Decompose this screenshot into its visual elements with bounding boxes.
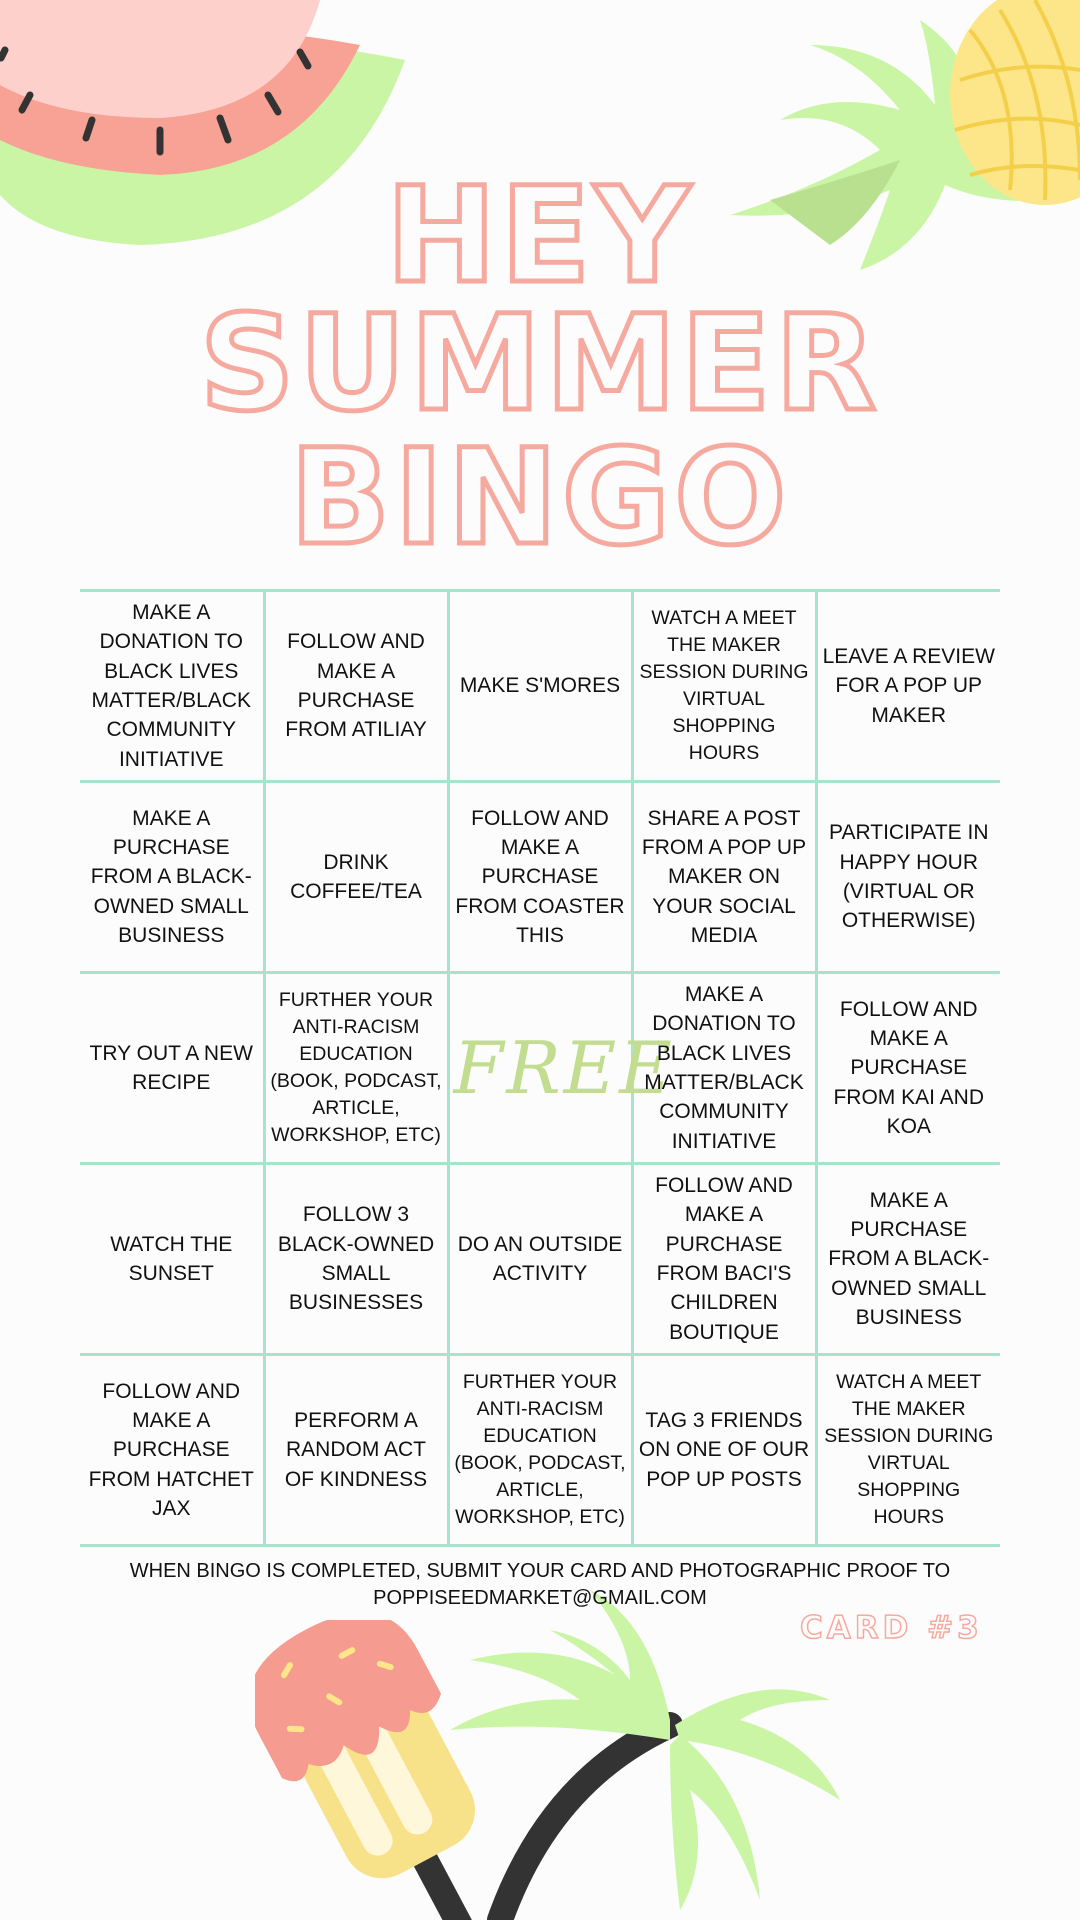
title-line-bingo: BINGO	[289, 421, 791, 575]
title-line-hey: HEY	[385, 159, 695, 313]
card-number-label: CARD #3	[800, 1610, 983, 1646]
bingo-cell: FURTHER YOUR ANTI-RACISM EDUCATION (BOOK, PODCAST, ARTICLE, WORKSHOP, ETC)	[448, 1355, 632, 1546]
title-line-summer: SUMMER	[199, 287, 881, 441]
bingo-cell: FOLLOW AND MAKE A PURCHASE FROM HATCHET JAX	[80, 1355, 264, 1546]
bingo-board	[80, 589, 1000, 1547]
bingo-cell: TAG 3 FRIENDS ON ONE OF OUR POP UP POSTS	[632, 1355, 816, 1546]
bingo-cell: FOLLOW AND MAKE A PURCHASE FROM KAI AND KOA	[816, 973, 1000, 1164]
bingo-cell: FOLLOW AND MAKE A PURCHASE FROM ATILIAY	[264, 591, 448, 782]
bingo-cell: WATCH A MEET THE MAKER SESSION DURING VIRTUAL SHOPPING HOURS	[816, 1355, 1000, 1546]
bingo-cell: FOLLOW 3 BLACK-OWNED SMALL BUSINESSES	[264, 1164, 448, 1355]
bingo-cell: PERFORM A RANDOM ACT OF KINDNESS	[264, 1355, 448, 1546]
bingo-cell: WATCH A MEET THE MAKER SESSION DURING VIRTUAL SHOPPING HOURS	[632, 591, 816, 782]
bingo-cell: WATCH THE SUNSET	[80, 1164, 264, 1355]
bingo-cell: MAKE A PURCHASE FROM A BLACK-OWNED SMALL BUSINESS	[80, 782, 264, 973]
bingo-row	[80, 782, 1000, 973]
submission-instructions	[80, 1558, 1000, 1612]
bingo-cell: FURTHER YOUR ANTI-RACISM EDUCATION (BOOK, PODCAST, ARTICLE, WORKSHOP, ETC)	[264, 973, 448, 1164]
bingo-cell: FOLLOW AND MAKE A PURCHASE FROM BACI'S CHILDREN BOUTIQUE	[632, 1164, 816, 1355]
bingo-row	[80, 1164, 1000, 1355]
bingo-cell: FOLLOW AND MAKE A PURCHASE FROM COASTER THIS	[448, 782, 632, 973]
bingo-cell: DRINK COFFEE/TEA	[264, 782, 448, 973]
bingo-cell: MAKE S'MORES	[448, 591, 632, 782]
bingo-cell: DO AN OUTSIDE ACTIVITY	[448, 1164, 632, 1355]
submission-text: WHEN BINGO IS COMPLETED, SUBMIT YOUR CARD AND PHOTOGRAPHIC PROOF TO	[129, 1560, 951, 1582]
bingo-cell: MAKE A DONATION TO BLACK LIVES MATTER/BLACK COMMUNITY INITIATIVE	[632, 973, 816, 1164]
bingo-cell: MAKE A DONATION TO BLACK LIVES MATTER/BLACK COMMUNITY INITIATIVE	[80, 591, 264, 782]
bingo-cell: TRY OUT A NEW RECIPE	[80, 973, 264, 1164]
bingo-cell: LEAVE A REVIEW FOR A POP UP MAKER	[816, 591, 1000, 782]
bingo-row	[80, 591, 1000, 782]
bingo-cell: MAKE A PURCHASE FROM A BLACK-OWNED SMALL BUSINESS	[816, 1164, 1000, 1355]
submission-email: POPPISEEDMARKET@GMAIL.COM	[373, 1587, 707, 1609]
bingo-cell: SHARE A POST FROM A POP UP MAKER ON YOUR SOCIAL MEDIA	[632, 782, 816, 973]
bingo-row	[80, 973, 1000, 1164]
bingo-row	[80, 1355, 1000, 1546]
palm-tree-illustration	[430, 1580, 850, 1920]
bingo-cell: PARTICIPATE IN HAPPY HOUR (VIRTUAL OR OTHERWISE)	[816, 782, 1000, 973]
free-space-label: FREE	[453, 1025, 675, 1110]
free-space-cell	[448, 973, 675, 1164]
